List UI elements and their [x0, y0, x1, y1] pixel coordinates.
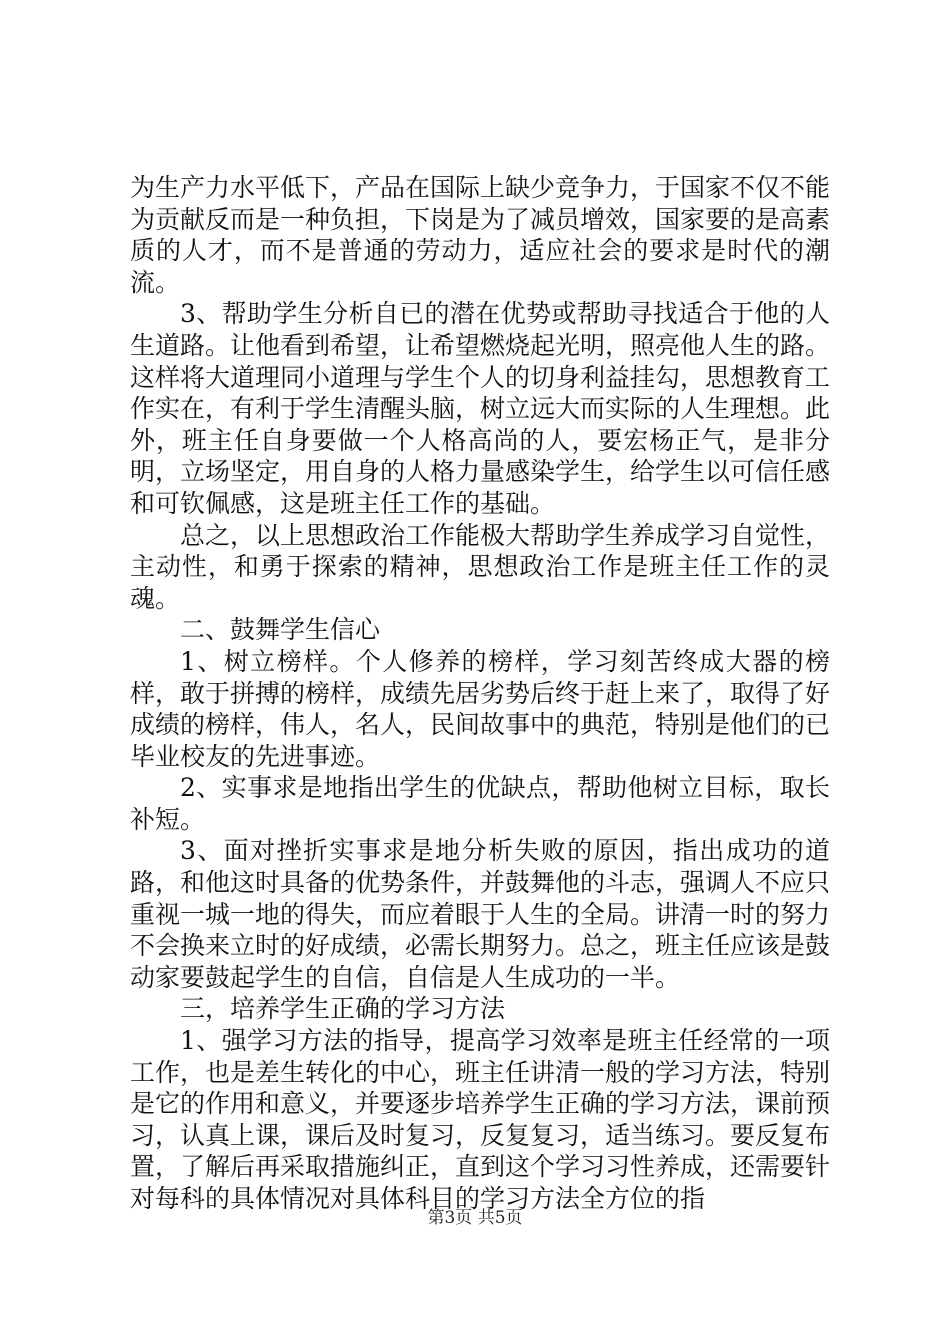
section-heading-2: 二、鼓舞学生信心 [180, 615, 381, 645]
paragraph-study-methods: 1、强学习方法的指导，提高学习效率是班主任经常的一项工作，也是差生转化的中心，班主任讲清一般的学习方法，特别是它的作用和意义，并要逐步培养学生正确的学习方法，课前预习，认真上课，课后及时复习，反复复习，适当练习。要反复布置，了解后再采取措施纠正，直到这个学习习性养成，还需要针对每科的具体情况对具体科目的学习方法全方位的指 [130, 1026, 831, 1213]
paragraph-point-3: 3、帮助学生分析自已的潜在优势或帮助寻找适合于他的人生道路。让他看到希望，让希望燃烧起光明，照亮他人生的路。这样将大道理同小道理与学生个人的切身利益挂勾，思想教育工作实在，有利于学生清醒头脑，树立远大而实际的人生理想。此外，班主任自身要做一个人格高尚的人，要宏杨正气，是非分明，立场坚定，用自身的人格力量感染学生，给学生以可信任感和可钦佩感，这是班主任工作的基础。 [130, 299, 831, 518]
paragraph-strengths: 2、实事求是地指出学生的优缺点，帮助他树立目标，取长补短。 [130, 773, 830, 834]
page-footer: 第3页 共5页 [427, 1208, 523, 1228]
paragraph-role-models: 1、树立榜样。个人修养的榜样，学习刻苦终成大器的榜样，敢于拼搏的榜样，成绩先居劣势后终于赶上来了，取得了好成绩的榜样，伟人，名人，民间故事中的典范，特别是他们的已毕业校友的先进事迹。 [130, 646, 831, 771]
section-heading-3: 三，培养学生正确的学习方法 [180, 994, 506, 1024]
document-body [130, 172, 830, 1215]
paragraph-setbacks: 3、面对挫折实事求是地分析失败的原因，指出成功的道路，和他这时具备的优势条件，并鼓舞他的斗志，强调人不应只重视一城一地的得失，而应着眼于人生的全局。讲清一时的努力不会换来立时的好成绩，必需长期努力。总之，班主任应该是鼓动家要鼓起学生的自信，自信是人生成功的一半。 [130, 836, 831, 992]
paragraph-continuation: 为生产力水平低下，产品在国际上缺少竞争力，于国家不仅不能为贡献反而是一种负担，下岗是为了减员增效，国家要的是高素质的人才，而不是普通的劳动力，适应社会的要求是时代的潮流。 [130, 173, 831, 297]
paragraph-summary: 总之，以上思想政治工作能极大帮助学生养成学习自觉性，主动性，和勇于探索的精神，思想政治工作是班主任工作的灵魂。 [130, 520, 831, 613]
